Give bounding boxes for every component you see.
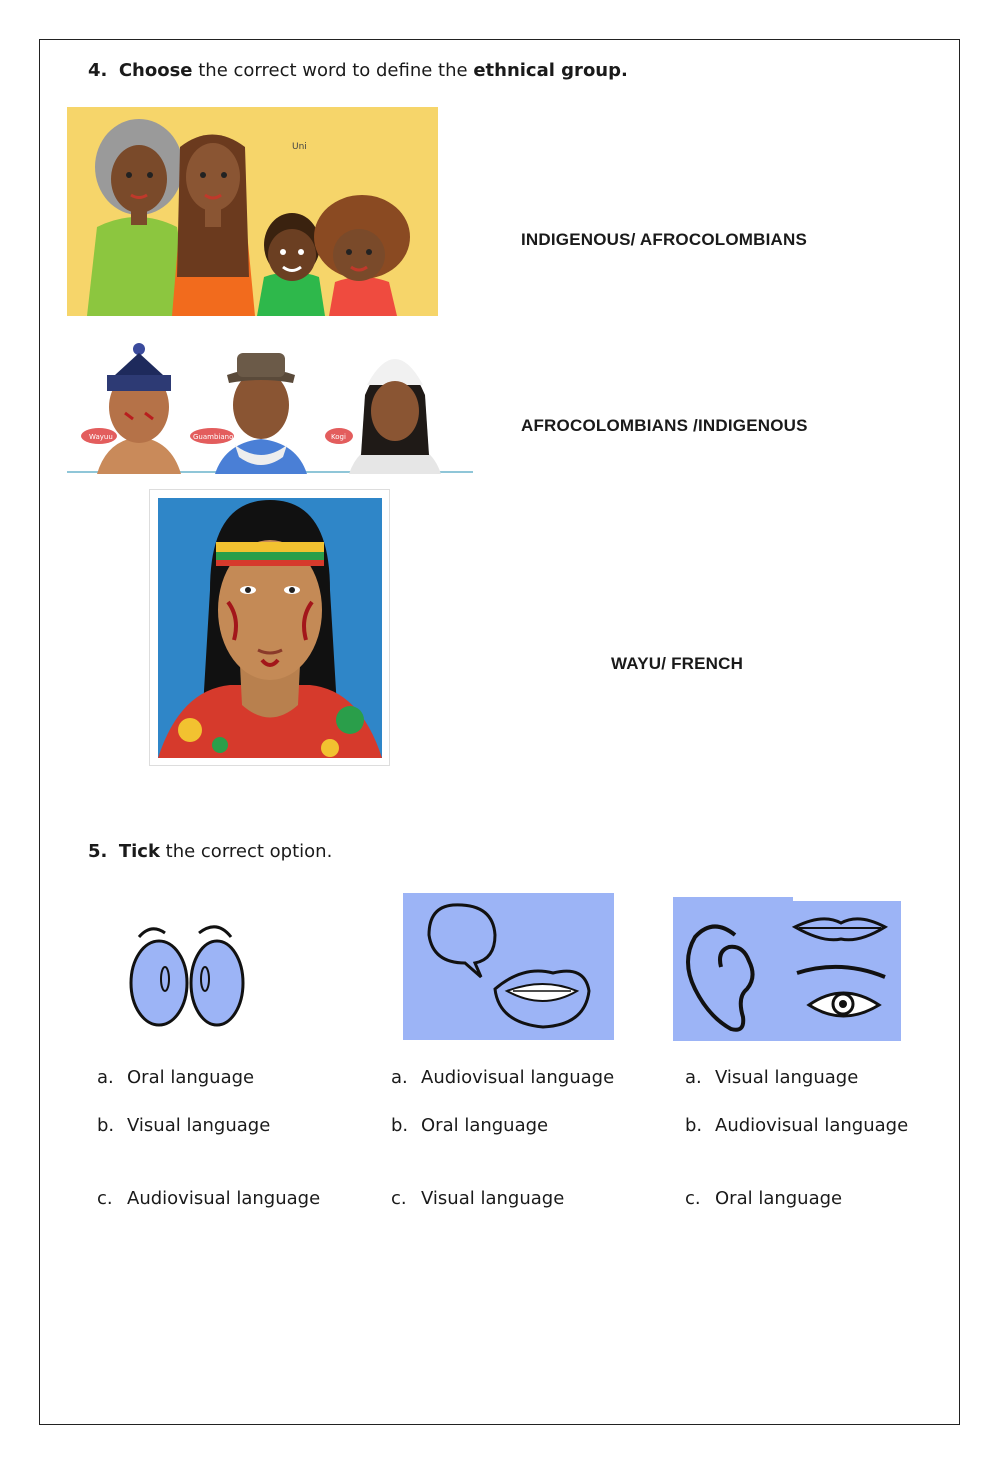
- question-text: the correct option.: [159, 841, 333, 862]
- indigenous-people-image: [67, 335, 473, 474]
- question-verb: Choose: [118, 60, 193, 81]
- kogi-label: Kogi: [331, 433, 346, 441]
- answer-option-1[interactable]: INDIGENOUS/ AFROCOLOMBIANS: [521, 230, 808, 249]
- wayuu-label: Wayuu: [89, 433, 113, 441]
- image-caption: Uni: [292, 142, 307, 152]
- afrocolombian-family-image: [67, 107, 438, 316]
- col3-option-c[interactable]: c. Oral language: [685, 1188, 843, 1209]
- answer-option-3[interactable]: WAYU/ FRENCH: [611, 654, 744, 673]
- speech-mouth-icon: [403, 893, 614, 1040]
- answer-option-2[interactable]: AFROCOLOMBIANS /INDIGENOUS: [521, 416, 808, 435]
- col2-option-a[interactable]: a. Audiovisual language: [391, 1067, 615, 1088]
- col1-option-c[interactable]: c. Audiovisual language: [97, 1188, 321, 1209]
- question-keyword: ethnical group.: [473, 60, 628, 81]
- ear-lips-eye-icon: [673, 897, 901, 1041]
- col3-option-b[interactable]: b. Audiovisual language: [685, 1115, 909, 1136]
- col2-option-b[interactable]: b. Oral language: [391, 1115, 549, 1136]
- question-5-title: [88, 841, 332, 862]
- wayuu-portrait-image: [149, 489, 390, 766]
- col1-option-b[interactable]: b. Visual language: [97, 1115, 271, 1136]
- col1-option-a[interactable]: a. Oral language: [97, 1067, 255, 1088]
- question-number: 4.: [88, 60, 108, 81]
- eyes-icon: [125, 915, 250, 1030]
- col2-option-c[interactable]: c. Visual language: [391, 1188, 565, 1209]
- col3-option-a[interactable]: a. Visual language: [685, 1067, 859, 1088]
- question-number: 5.: [88, 841, 108, 862]
- question-text: the correct word to define the: [192, 60, 474, 81]
- guambiano-label: Guambiano: [193, 433, 234, 441]
- question-4-title: [88, 60, 628, 81]
- question-verb: Tick: [118, 841, 160, 862]
